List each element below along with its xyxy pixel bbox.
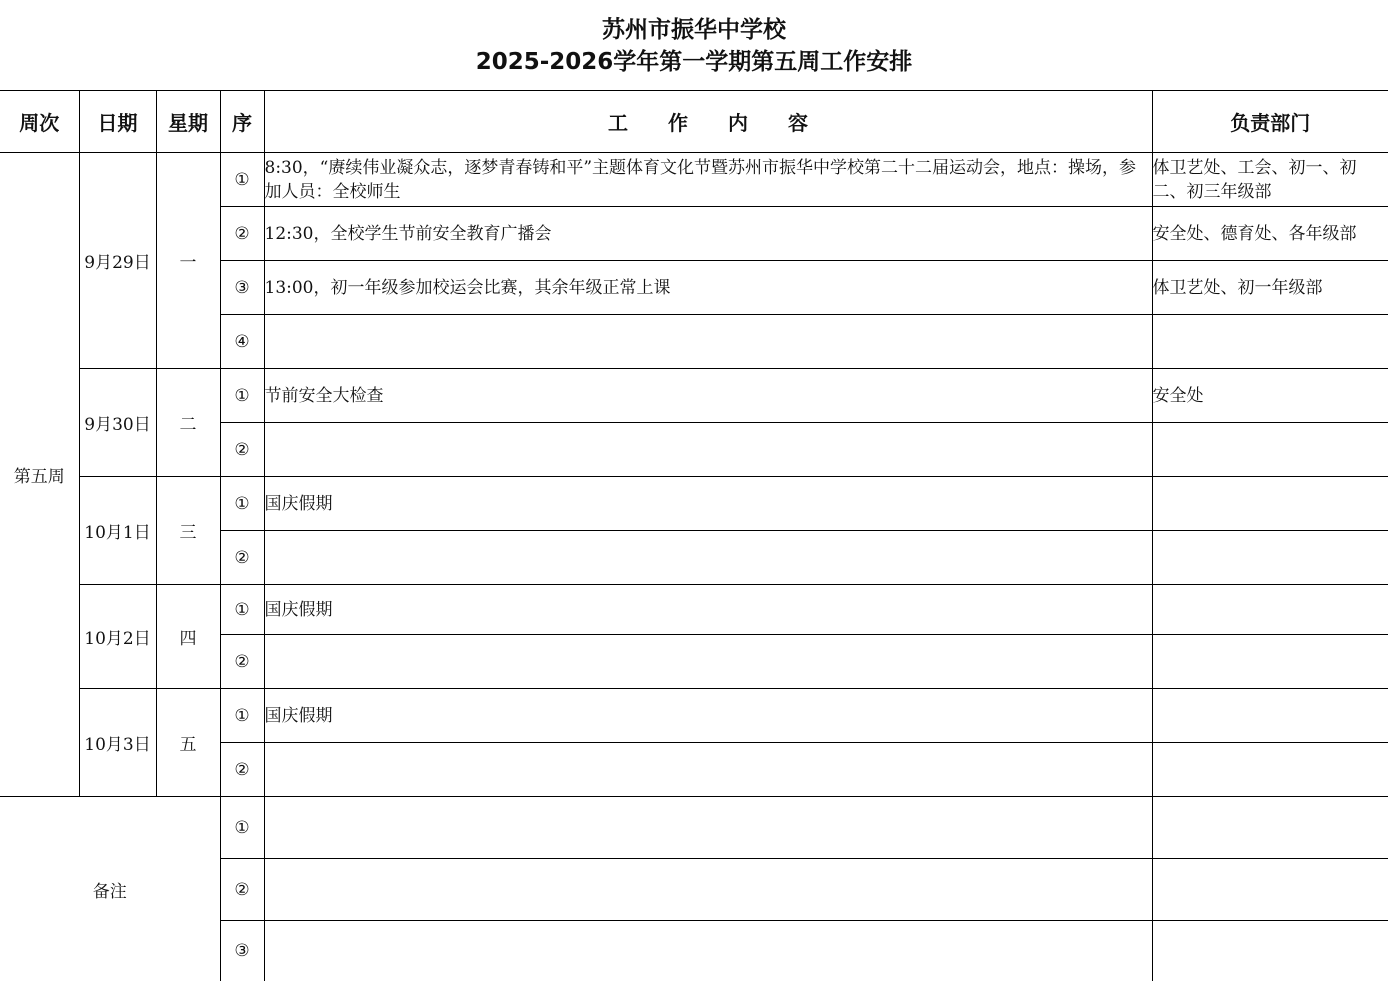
date-cell: 9月30日 (79, 369, 156, 477)
dept-cell (1152, 859, 1388, 921)
weekday-cell: 二 (156, 369, 220, 477)
schedule-title: 2025-2026学年第一学期第五周工作安排 (0, 46, 1388, 78)
weekday-cell: 四 (156, 585, 220, 689)
seq-cell: ① (220, 689, 264, 743)
seq-cell: ① (220, 369, 264, 423)
content-cell (264, 531, 1152, 585)
table-row (0, 689, 1388, 743)
seq-cell: ② (220, 743, 264, 797)
seq-cell: ② (220, 635, 264, 689)
table-row (0, 585, 1388, 635)
dept-cell (1152, 743, 1388, 797)
content-cell: 8:30，“赓续伟业凝众志，逐梦青春铸和平”主题体育文化节暨苏州市振华中学校第二十二届运动会，地点：操场，参加人员：全校师生 (264, 153, 1152, 207)
dept-cell (1152, 477, 1388, 531)
schedule-table (0, 90, 1388, 981)
dept-cell (1152, 921, 1388, 981)
seq-cell: ① (220, 585, 264, 635)
dept-cell: 体卫艺处、工会、初一、初二、初三年级部 (1152, 153, 1388, 207)
dept-cell: 安全处、德育处、各年级部 (1152, 207, 1388, 261)
content-cell (264, 315, 1152, 369)
header-content: 工 作 内 容 (264, 91, 1152, 153)
content-cell (264, 635, 1152, 689)
seq-cell: ③ (220, 261, 264, 315)
header-date: 日期 (79, 91, 156, 153)
date-cell: 10月3日 (79, 689, 156, 797)
content-cell (264, 797, 1152, 859)
content-cell: 节前安全大检查 (264, 369, 1152, 423)
header-dept: 负责部门 (1152, 91, 1388, 153)
date-cell: 9月29日 (79, 153, 156, 369)
weekday-cell: 一 (156, 153, 220, 369)
seq-cell: ② (220, 207, 264, 261)
header-week: 周次 (0, 91, 79, 153)
document-title (0, 0, 1388, 90)
dept-cell (1152, 531, 1388, 585)
seq-cell: ① (220, 797, 264, 859)
dept-cell (1152, 635, 1388, 689)
notes-label: 备注 (0, 797, 220, 981)
header-row (0, 91, 1388, 153)
school-name: 苏州市振华中学校 (0, 0, 1388, 46)
week-cell: 第五周 (0, 153, 79, 797)
dept-cell (1152, 689, 1388, 743)
table-row (0, 797, 1388, 859)
seq-cell: ① (220, 153, 264, 207)
table-row (0, 369, 1388, 423)
header-seq: 序 (220, 91, 264, 153)
table-row (0, 477, 1388, 531)
date-cell: 10月2日 (79, 585, 156, 689)
content-cell (264, 423, 1152, 477)
header-weekday: 星期 (156, 91, 220, 153)
date-cell: 10月1日 (79, 477, 156, 585)
dept-cell: 安全处 (1152, 369, 1388, 423)
content-cell: 12:30，全校学生节前安全教育广播会 (264, 207, 1152, 261)
dept-cell (1152, 585, 1388, 635)
content-cell: 国庆假期 (264, 585, 1152, 635)
seq-cell: ② (220, 531, 264, 585)
dept-cell (1152, 797, 1388, 859)
content-cell (264, 859, 1152, 921)
seq-cell: ① (220, 477, 264, 531)
dept-cell: 体卫艺处、初一年级部 (1152, 261, 1388, 315)
seq-cell: ④ (220, 315, 264, 369)
weekday-cell: 三 (156, 477, 220, 585)
table-row (0, 153, 1388, 207)
content-cell: 13:00，初一年级参加校运会比赛，其余年级正常上课 (264, 261, 1152, 315)
dept-cell (1152, 315, 1388, 369)
content-cell (264, 921, 1152, 981)
content-cell: 国庆假期 (264, 477, 1152, 531)
seq-cell: ② (220, 423, 264, 477)
weekday-cell: 五 (156, 689, 220, 797)
seq-cell: ② (220, 859, 264, 921)
dept-cell (1152, 423, 1388, 477)
content-cell: 国庆假期 (264, 689, 1152, 743)
seq-cell: ③ (220, 921, 264, 981)
content-cell (264, 743, 1152, 797)
